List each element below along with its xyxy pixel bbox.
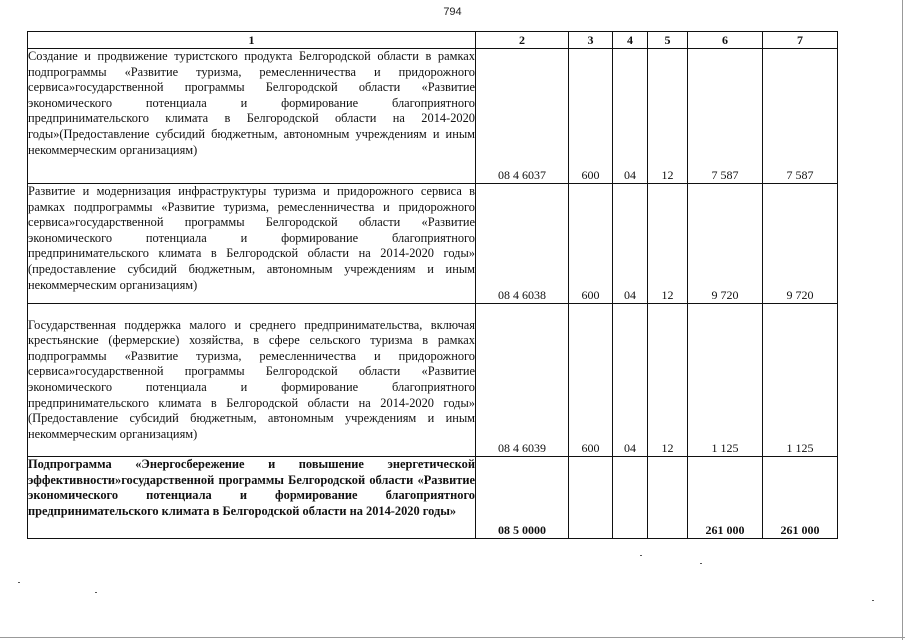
row-amount-col6: 9 720 bbox=[688, 184, 763, 304]
row-description: Подпрограмма «Энергосбережение и повышение энергетической эффективности»государственной программы Белгородской области «Развитие экономического потенциала и формирование благоприятного предпринимательского климата в Белгородской области на 2014-2020 годы» bbox=[28, 457, 476, 539]
row-expense-type bbox=[569, 457, 613, 539]
row-section: 04 bbox=[613, 49, 648, 184]
row-amount-col6: 7 587 bbox=[688, 49, 763, 184]
scan-speck bbox=[95, 592, 97, 593]
page-number: 794 bbox=[443, 6, 462, 18]
scan-edge-line bbox=[902, 0, 903, 640]
column-header-6: 6 bbox=[688, 32, 763, 49]
row-amount-col6: 261 000 bbox=[688, 457, 763, 539]
row-target-code: 08 4 6038 bbox=[476, 184, 569, 304]
scan-speck bbox=[700, 563, 702, 564]
row-expense-type: 600 bbox=[569, 49, 613, 184]
table-row bbox=[28, 457, 838, 539]
column-header-2: 2 bbox=[476, 32, 569, 49]
column-header-4: 4 bbox=[613, 32, 648, 49]
row-amount-col6: 1 125 bbox=[688, 304, 763, 457]
header-row bbox=[28, 32, 838, 49]
scan-speck bbox=[640, 555, 642, 556]
row-section: 04 bbox=[613, 184, 648, 304]
row-target-code: 08 5 0000 bbox=[476, 457, 569, 539]
row-description: Развитие и модернизация инфраструктуры туризма и придорожного сервиса в рамках подпрограммы «Развитие туризма, ремесленничества и придорожного сервиса»государственной программы Белгородской области «Развитие экономического потенциала и формирование благоприятного предпринимательского климата в Белгородской области на 2014-2020 годы» (предоставление субсидий бюджетным, автономным учреждениям и иным некоммерческим организациям) bbox=[28, 184, 476, 304]
row-amount-col7: 9 720 bbox=[763, 184, 838, 304]
row-subsection: 12 bbox=[648, 304, 688, 457]
row-subsection bbox=[648, 457, 688, 539]
scan-edge-line bbox=[0, 637, 905, 638]
row-target-code: 08 4 6039 bbox=[476, 304, 569, 457]
row-section: 04 bbox=[613, 304, 648, 457]
column-header-7: 7 bbox=[763, 32, 838, 49]
table-row bbox=[28, 184, 838, 304]
budget-table bbox=[27, 31, 838, 539]
scan-speck bbox=[872, 600, 874, 601]
row-expense-type: 600 bbox=[569, 304, 613, 457]
row-expense-type: 600 bbox=[569, 184, 613, 304]
table-row bbox=[28, 49, 838, 184]
row-description: Создание и продвижение туристского продукта Белгородской области в рамках подпрограммы «Развитие туризма, ремесленничества и придорожного сервиса»государственной программы Белгородской области «Развитие экономического потенциала и формирование благоприятного предпринимательского климата в Белгородской области на 2014-2020 годы»(Предоставление субсидий бюджетным, автономным учреждениям и иным некоммерческим организациям) bbox=[28, 49, 476, 184]
column-header-3: 3 bbox=[569, 32, 613, 49]
scan-speck bbox=[18, 582, 20, 583]
row-subsection: 12 bbox=[648, 184, 688, 304]
column-header-1: 1 bbox=[28, 32, 476, 49]
row-amount-col7: 261 000 bbox=[763, 457, 838, 539]
column-header-5: 5 bbox=[648, 32, 688, 49]
row-target-code: 08 4 6037 bbox=[476, 49, 569, 184]
row-section bbox=[613, 457, 648, 539]
table-row bbox=[28, 304, 838, 457]
row-amount-col7: 7 587 bbox=[763, 49, 838, 184]
row-description: Государственная поддержка малого и среднего предпринимательства, включая крестьянские (фермерские) хозяйства, в сфере сельского туризма в рамках подпрограммы «Развитие туризма, ремесленничества и придорожного сервиса»государственной программы Белгородской области «Развитие экономического потенциала и формирование благоприятного предпринимательского климата в Белгородской области на 2014-2020 годы» (Предоставление субсидий бюджетным, автономным учреждениям и иным некоммерческим организациям) bbox=[28, 304, 476, 457]
row-amount-col7: 1 125 bbox=[763, 304, 838, 457]
row-subsection: 12 bbox=[648, 49, 688, 184]
